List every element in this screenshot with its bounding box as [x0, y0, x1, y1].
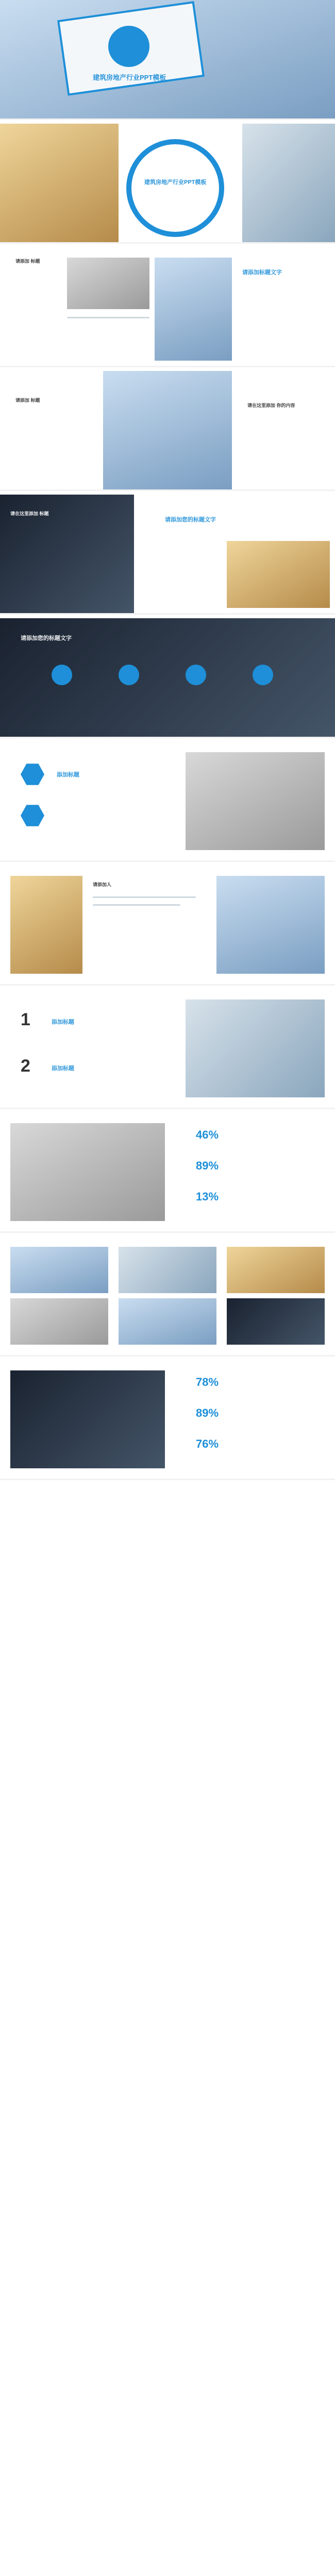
slide-percentages	[0, 1113, 335, 1233]
grid-photo-3	[227, 1247, 325, 1293]
contents-ring	[126, 139, 224, 237]
hex-icon-1	[21, 762, 44, 786]
hex-title: 添加标题	[57, 772, 79, 778]
intro-b-label: 请添加 标题	[15, 398, 40, 403]
slide-hex	[0, 742, 335, 862]
pct-3: 13%	[196, 1190, 219, 1203]
grid-photo-6	[227, 1298, 325, 1345]
intro-c-photo2	[227, 541, 330, 608]
intro-c-title: 请添加您的标题文字	[165, 517, 216, 523]
team-avatar-3	[186, 665, 206, 685]
intro-a-label: 请添加 标题	[15, 259, 40, 264]
hex-icon-2	[21, 804, 44, 827]
intro-a-right-title: 请添加标题文字	[242, 269, 282, 276]
numbered-photo	[186, 999, 325, 1097]
person-photo2	[216, 876, 325, 974]
hex-photo	[186, 752, 325, 850]
contents-photo-right	[242, 124, 335, 242]
grid-photo-2	[119, 1247, 216, 1293]
slide-intro-c	[0, 495, 335, 615]
slide-intro-b	[0, 371, 335, 491]
intro-a-photo2	[155, 258, 232, 361]
pct2-3: 76%	[196, 1437, 219, 1450]
slide-photo-grid	[0, 1236, 335, 1357]
team-avatar-4	[253, 665, 273, 685]
pct-2: 89%	[196, 1159, 219, 1172]
intro-b-photo	[103, 371, 232, 489]
slide-contents	[0, 124, 335, 244]
numbered-title-1: 添加标题	[52, 1019, 74, 1025]
person-line-2	[93, 904, 180, 906]
number-2: 2	[21, 1056, 30, 1076]
team-title: 请添加您的标题文字	[21, 635, 72, 641]
slide-numbered	[0, 989, 335, 1109]
pct-photo	[10, 1123, 165, 1221]
team-avatar-1	[52, 665, 72, 685]
cover-title: 建筑房地产行业PPT模板	[93, 74, 166, 81]
intro-b-right-label: 请在这里添加 你的内容	[247, 403, 295, 408]
person-line-1	[93, 896, 196, 898]
slide-percentages-2	[0, 1360, 335, 1480]
intro-a-photo	[67, 258, 149, 309]
contents-photo-left	[0, 124, 119, 242]
intro-c-label: 请在这里添加 标题	[10, 511, 49, 516]
pct2-1: 78%	[196, 1376, 219, 1388]
team-avatar-2	[119, 665, 139, 685]
grid-photo-5	[119, 1298, 216, 1345]
number-1: 1	[21, 1010, 30, 1029]
grid-photo-4	[10, 1298, 108, 1345]
contents-title: 建筑房地产行业PPT模板	[144, 179, 207, 185]
cover-circle	[108, 26, 149, 67]
slide-intro-a	[0, 247, 335, 367]
slide-team	[0, 618, 335, 738]
pct-1: 46%	[196, 1128, 219, 1141]
pct2-2: 89%	[196, 1406, 219, 1419]
slide-person	[0, 866, 335, 986]
slide-rest	[0, 1484, 335, 2576]
pct2-photo	[10, 1370, 165, 1468]
grid-photo-1	[10, 1247, 108, 1293]
slide-cover	[0, 0, 335, 120]
person-photo	[10, 876, 82, 974]
numbered-title-2: 添加标题	[52, 1065, 74, 1072]
person-label: 请添加人	[93, 882, 112, 887]
intro-a-line	[67, 317, 149, 318]
